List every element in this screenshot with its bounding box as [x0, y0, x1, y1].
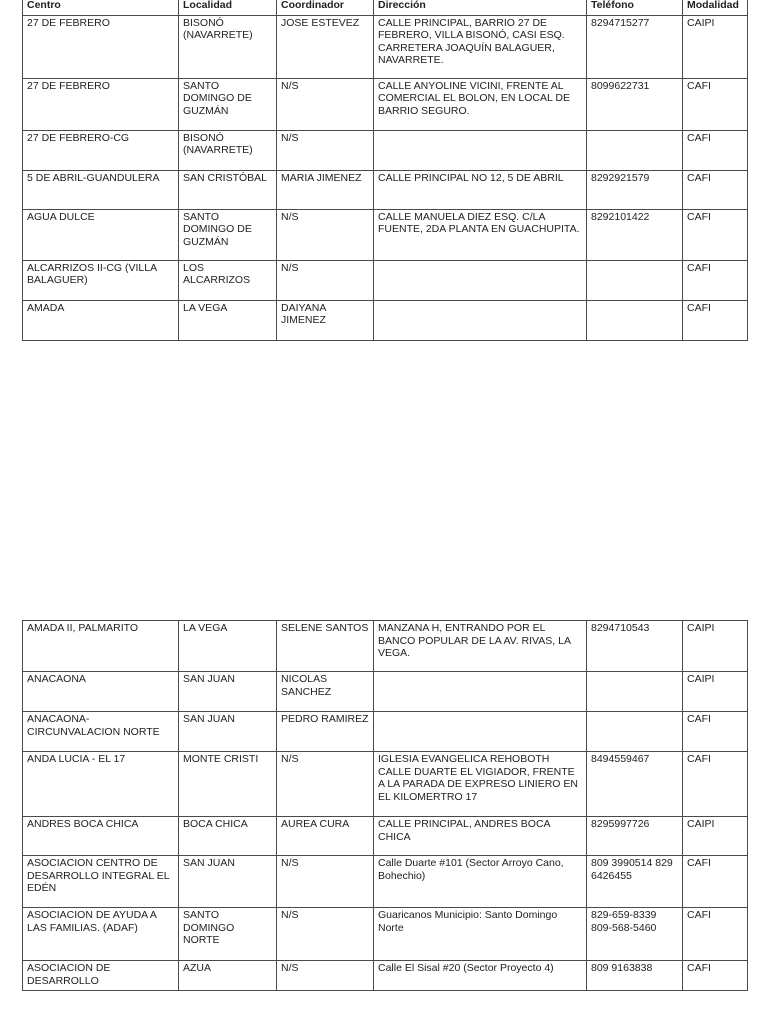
- table-row: [23, 130, 748, 170]
- cell-modalidad: CAFI: [683, 170, 748, 209]
- cell-direccion: Calle Duarte #101 (Sector Arroyo Cano, Bohechio): [374, 856, 587, 908]
- table-row: [23, 209, 748, 260]
- cell-localidad: SANTO DOMINGO DE GUZMÁN: [179, 78, 277, 130]
- table-row: [23, 817, 748, 856]
- cell-localidad: BISONÓ (NAVARRETE): [179, 15, 277, 78]
- cell-localidad: SAN JUAN: [179, 672, 277, 712]
- centers-table-top: [22, 0, 748, 341]
- cell-telefono: 8494559467: [587, 752, 683, 817]
- cell-centro: 27 DE FEBRERO: [23, 15, 179, 78]
- cell-centro: ANACAONA-CIRCUNVALACION NORTE: [23, 712, 179, 752]
- cell-centro: ASOCIACION CENTRO DE DESARROLLO INTEGRAL EL EDÉN: [23, 856, 179, 908]
- cell-coordinador: N/S: [277, 209, 374, 260]
- table-row: [23, 170, 748, 209]
- cell-telefono: [587, 672, 683, 712]
- cell-coordinador: DAIYANA JIMENEZ: [277, 300, 374, 340]
- cell-direccion: [374, 712, 587, 752]
- cell-direccion: MANZANA H, ENTRANDO POR EL BANCO POPULAR DE LA AV. RIVAS, LA VEGA.: [374, 621, 587, 672]
- cell-centro: AMADA II, PALMARITO: [23, 621, 179, 672]
- cell-centro: 27 DE FEBRERO-CG: [23, 130, 179, 170]
- cell-direccion: Calle El Sisal #20 (Sector Proyecto 4): [374, 961, 587, 991]
- cell-coordinador: PEDRO RAMIREZ: [277, 712, 374, 752]
- cell-modalidad: CAFI: [683, 130, 748, 170]
- cell-telefono: 8292921579: [587, 170, 683, 209]
- cell-modalidad: CAIPI: [683, 15, 748, 78]
- cell-coordinador: N/S: [277, 260, 374, 300]
- table-row: [23, 856, 748, 908]
- table-row: [23, 672, 748, 712]
- cell-localidad: AZUA: [179, 961, 277, 991]
- cell-centro: 5 DE ABRIL-GUANDULERA: [23, 170, 179, 209]
- cell-centro: ALCARRIZOS II-CG (VILLA BALAGUER): [23, 260, 179, 300]
- cell-telefono: 8294715277: [587, 15, 683, 78]
- cell-modalidad: CAIPI: [683, 672, 748, 712]
- cell-coordinador: AUREA CURA: [277, 817, 374, 856]
- cell-modalidad: CAFI: [683, 961, 748, 991]
- cell-centro: AMADA: [23, 300, 179, 340]
- cell-telefono: 8292101422: [587, 209, 683, 260]
- cell-centro: AGUA DULCE: [23, 209, 179, 260]
- cell-direccion: CALLE PRINCIPAL NO 12, 5 DE ABRIL: [374, 170, 587, 209]
- cell-modalidad: CAFI: [683, 752, 748, 817]
- cell-telefono: 809 3990514 829 6426455: [587, 856, 683, 908]
- cell-coordinador: SELENE SANTOS: [277, 621, 374, 672]
- table-row: [23, 752, 748, 817]
- cell-modalidad: CAFI: [683, 856, 748, 908]
- cell-modalidad: CAIPI: [683, 621, 748, 672]
- header-direccion: Dirección: [374, 0, 587, 15]
- cell-coordinador: N/S: [277, 961, 374, 991]
- cell-direccion: [374, 672, 587, 712]
- table-row: [23, 78, 748, 130]
- cell-modalidad: CAFI: [683, 260, 748, 300]
- cell-telefono: 8295997726: [587, 817, 683, 856]
- cell-coordinador: N/S: [277, 78, 374, 130]
- cell-centro: 27 DE FEBRERO: [23, 78, 179, 130]
- cell-centro: ANDA LUCIA - EL 17: [23, 752, 179, 817]
- header-centro: Centro: [23, 0, 179, 15]
- cell-localidad: SAN CRISTÓBAL: [179, 170, 277, 209]
- table-row: [23, 712, 748, 752]
- cell-localidad: LOS ALCARRIZOS: [179, 260, 277, 300]
- cell-centro: ANDRES BOCA CHICA: [23, 817, 179, 856]
- cell-localidad: BISONÓ (NAVARRETE): [179, 130, 277, 170]
- table-row: [23, 15, 748, 78]
- cell-modalidad: CAIPI: [683, 817, 748, 856]
- cell-telefono: 829-659-8339 809-568-5460: [587, 908, 683, 961]
- cell-telefono: 809 9163838: [587, 961, 683, 991]
- header-telefono: Teléfono: [587, 0, 683, 15]
- table-row: [23, 260, 748, 300]
- cell-localidad: SAN JUAN: [179, 856, 277, 908]
- cell-localidad: SANTO DOMINGO DE GUZMÁN: [179, 209, 277, 260]
- cell-direccion: CALLE PRINCIPAL, BARRIO 27 DE FEBRERO, VILLA BISONÓ, CASI ESQ. CARRETERA JOAQUÍN BALAGUER, NAVARRETE.: [374, 15, 587, 78]
- cell-modalidad: CAFI: [683, 78, 748, 130]
- cell-direccion: CALLE PRINCIPAL, ANDRES BOCA CHICA: [374, 817, 587, 856]
- cell-coordinador: N/S: [277, 856, 374, 908]
- cell-modalidad: CAFI: [683, 908, 748, 961]
- cell-centro: ANACAONA: [23, 672, 179, 712]
- cell-coordinador: JOSE ESTEVEZ: [277, 15, 374, 78]
- cell-coordinador: NICOLAS SANCHEZ: [277, 672, 374, 712]
- cell-localidad: MONTE CRISTI: [179, 752, 277, 817]
- table-row: [23, 908, 748, 961]
- cell-direccion: [374, 300, 587, 340]
- table-row: [23, 621, 748, 672]
- cell-localidad: LA VEGA: [179, 621, 277, 672]
- cell-localidad: SANTO DOMINGO NORTE: [179, 908, 277, 961]
- cell-centro: ASOCIACION DE AYUDA A LAS FAMILIAS. (ADAF): [23, 908, 179, 961]
- cell-coordinador: MARIA JIMENEZ: [277, 170, 374, 209]
- cell-telefono: [587, 260, 683, 300]
- cell-modalidad: CAFI: [683, 300, 748, 340]
- cell-telefono: 8294710543: [587, 621, 683, 672]
- cell-coordinador: N/S: [277, 130, 374, 170]
- header-row: [23, 0, 748, 15]
- header-localidad: Localidad: [179, 0, 277, 15]
- table-row: [23, 300, 748, 340]
- cell-telefono: [587, 300, 683, 340]
- cell-telefono: [587, 712, 683, 752]
- header-modalidad: Modalidad: [683, 0, 748, 15]
- cell-centro: ASOCIACION DE DESARROLLO: [23, 961, 179, 991]
- cell-modalidad: CAFI: [683, 209, 748, 260]
- cell-direccion: [374, 260, 587, 300]
- cell-direccion: Guaricanos Municipio: Santo Domingo Norte: [374, 908, 587, 961]
- header-coordinador: Coordinador: [277, 0, 374, 15]
- cell-localidad: BOCA CHICA: [179, 817, 277, 856]
- cell-direccion: [374, 130, 587, 170]
- cell-direccion: IGLESIA EVANGELICA REHOBOTH CALLE DUARTE EL VIGIADOR, FRENTE A LA PARADA DE EXPRESO LINIERO EN EL KILOMERTRO 17: [374, 752, 587, 817]
- cell-coordinador: N/S: [277, 752, 374, 817]
- cell-modalidad: CAFI: [683, 712, 748, 752]
- cell-localidad: LA VEGA: [179, 300, 277, 340]
- centers-table-bottom: [22, 620, 748, 991]
- table-row: [23, 961, 748, 991]
- cell-direccion: CALLE ANYOLINE VICINI, FRENTE AL COMERCIAL EL BOLON, EN LOCAL DE BARRIO SEGURO.: [374, 78, 587, 130]
- cell-telefono: 8099622731: [587, 78, 683, 130]
- cell-telefono: [587, 130, 683, 170]
- cell-coordinador: N/S: [277, 908, 374, 961]
- cell-direccion: CALLE MANUELA DIEZ ESQ. C/LA FUENTE, 2DA PLANTA EN GUACHUPITA.: [374, 209, 587, 260]
- cell-localidad: SAN JUAN: [179, 712, 277, 752]
